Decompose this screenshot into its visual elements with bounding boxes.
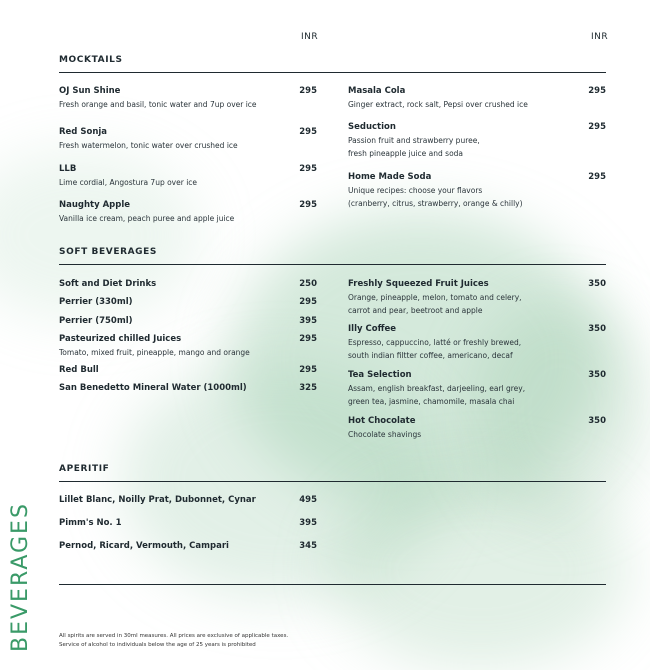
item-price: 345 [299,541,317,551]
background-wash [330,470,630,670]
menu-item [59,297,317,307]
item-name: Home Made Soda [348,172,432,182]
menu-item [59,334,317,359]
item-name: Masala Cola [348,86,406,96]
item-name: Red Sonja [59,127,108,137]
menu-item [59,365,317,375]
item-price: 295 [299,365,317,375]
menu-item [348,279,606,317]
item-price: 395 [299,518,317,528]
item-price: 350 [588,324,606,334]
item-price: 395 [299,316,317,326]
menu-item [348,86,606,111]
item-name: Freshly Squeezed Fruit Juices [348,279,489,289]
bottom-divider [59,584,606,585]
item-price: 295 [588,122,606,132]
item-name: Illy Coffee [348,324,396,334]
item-name: Pernod, Ricard, Vermouth, Campari [59,541,229,551]
item-name: Hot Chocolate [348,416,416,426]
item-description: Passion fruit and strawberry puree, fresh pineapple juice and soda [348,136,480,158]
item-name: Red Bull [59,365,99,375]
item-description: Espresso, cappuccino, latté or freshly brewed, south indian filtter coffee, americano, decaf [348,338,522,360]
section-title-soft-beverages: SOFT BEVERAGES [59,247,157,257]
item-description: Vanilla ice cream, peach puree and apple juice [59,214,235,223]
item-description: Tomato, mixed fruit, pineapple, mango and orange [59,348,250,357]
item-price: 295 [299,164,317,174]
item-name: OJ Sun Shine [59,86,121,96]
item-description: Fresh orange and basil, tonic water and 7up over ice [59,100,257,109]
menu-item [348,172,606,210]
item-description: Orange, pineapple, melon, tomato and celery, carrot and pear, beetroot and apple [348,293,522,315]
menu-item [59,518,317,528]
section-divider [59,481,606,482]
footer-line: All spirits are served in 30ml measures. All prices are exclusive of applicable taxes. [59,633,289,639]
menu-item [348,324,606,362]
item-price: 295 [588,172,606,182]
item-name: Soft and Diet Drinks [59,279,157,289]
item-name: Pasteurized chilled Juices [59,334,182,344]
item-price: 350 [588,370,606,380]
item-name: Naughty Apple [59,200,131,210]
menu-item [59,86,317,111]
footer-line: Service of alcohol to individuals below the age of 25 years is prohibited [59,642,256,648]
item-price: 295 [299,297,317,307]
menu-item [348,416,606,441]
menu-item [59,316,317,326]
section-title-aperitif: APERITIF [59,464,110,474]
item-name: LLB [59,164,77,174]
item-price: 295 [299,127,317,137]
item-price: 295 [588,86,606,96]
section-divider [59,72,606,73]
item-description: Fresh watermelon, tonic water over crushed ice [59,141,238,150]
side-label-beverages: BEVERAGES [8,502,33,652]
item-name: Perrier (750ml) [59,316,133,326]
menu-item [59,200,317,225]
item-description: Assam, english breakfast, darjeeling, earl grey, green tea, jasmine, chamomile, masala chai [348,384,526,406]
item-name: San Benedetto Mineral Water (1000ml) [59,383,247,393]
item-description: Unique recipes: choose your flavors (cranberry, citrus, strawberry, orange & chilly) [348,186,523,208]
item-price: 250 [299,279,317,289]
menu-item [59,164,317,189]
footer-note [59,632,288,650]
item-price: 495 [299,495,317,505]
item-price: 350 [588,279,606,289]
item-name: Perrier (330ml) [59,297,133,307]
currency-label-right: INR [591,32,609,42]
menu-item [59,541,317,551]
currency-label-left: INR [301,32,319,42]
item-price: 295 [299,86,317,96]
item-description: Lime cordial, Angostura 7up over ice [59,178,198,187]
item-name: Lillet Blanc, Noilly Prat, Dubonnet, Cynar [59,495,256,505]
item-name: Pimm's No. 1 [59,518,122,528]
menu-item [59,279,317,289]
menu-item [348,122,606,160]
item-price: 325 [299,383,317,393]
section-title-mocktails: MOCKTAILS [59,55,123,65]
menu-item [59,495,317,505]
item-name: Tea Selection [348,370,412,380]
menu-item [59,383,317,393]
item-price: 295 [299,334,317,344]
menu-item [348,370,606,408]
item-price: 295 [299,200,317,210]
section-divider [59,264,606,265]
item-price: 350 [588,416,606,426]
item-description: Chocolate shavings [348,430,422,439]
item-description: Ginger extract, rock salt, Pepsi over crushed ice [348,100,528,109]
item-name: Seduction [348,122,396,132]
menu-item [59,127,317,152]
